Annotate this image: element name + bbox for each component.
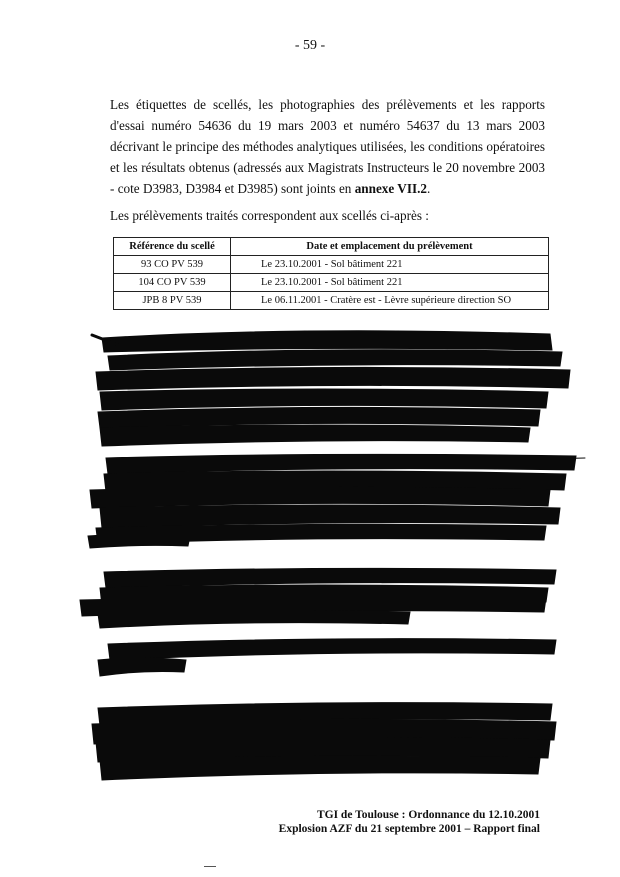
redaction-stroke — [108, 350, 562, 370]
redaction-stroke — [98, 610, 410, 628]
para1-line1: Les étiquettes de scellés, les photographies des prélèvements et les rapports d'essai — [110, 97, 545, 133]
footer-line2: Explosion AZF du 21 septembre 2001 – Rapport final — [278, 823, 540, 835]
sample-date-location-cell: Le 23.10.2001 - Sol bâtiment 221 — [231, 256, 549, 274]
annex-reference: annexe VII.2 — [354, 181, 427, 196]
redaction-stroke — [100, 389, 548, 410]
page-number: - 59 - — [294, 38, 326, 53]
seal-reference-cell: 93 CO PV 539 — [114, 256, 231, 274]
sample-date-location-cell: Le 06.11.2001 - Cratère est - Lèvre supérieure direction SO — [231, 292, 549, 310]
scan-speck — [204, 866, 216, 867]
redaction-stroke — [96, 367, 570, 390]
redaction-stroke — [100, 425, 530, 446]
para1-line4: obtenus (adressés aux Magistrats Instructeurs le 20 novembre 2003 - cote D3983, — [110, 160, 546, 196]
para1-line5-end: . — [427, 181, 431, 196]
para1-line2: numéro 54636 du 19 mars 2003 et numéro 54637 du 13 mars 2003 décrivant le — [110, 118, 546, 154]
header-sample-date-location: Date et emplacement du prélèvement — [231, 238, 549, 256]
footer — [279, 808, 540, 836]
footer-line1: TGI de Toulouse : Ordonnance du 12.10.2001 — [316, 809, 540, 821]
redaction-stroke — [98, 658, 186, 676]
samples-intro: Les prélèvements traités correspondent aux scellés ci-après : — [110, 208, 429, 223]
sample-date-location-cell: Le 23.10.2001 - Sol bâtiment 221 — [231, 274, 549, 292]
seal-reference-cell: 104 CO PV 539 — [114, 274, 231, 292]
para1-line5-start: D3984 et D3985) sont joints en — [185, 181, 355, 196]
redaction-stroke — [100, 756, 540, 780]
header-seal-reference: Référence du scellé — [114, 238, 231, 256]
redaction-stroke — [108, 639, 556, 660]
para1-line3: principe des méthodes analytiques utilisées, les conditions opératoires et les résultats — [110, 139, 545, 175]
redaction-stroke — [102, 331, 552, 352]
seal-reference-cell: JPB 8 PV 539 — [114, 292, 231, 310]
redaction-stroke — [88, 534, 190, 548]
